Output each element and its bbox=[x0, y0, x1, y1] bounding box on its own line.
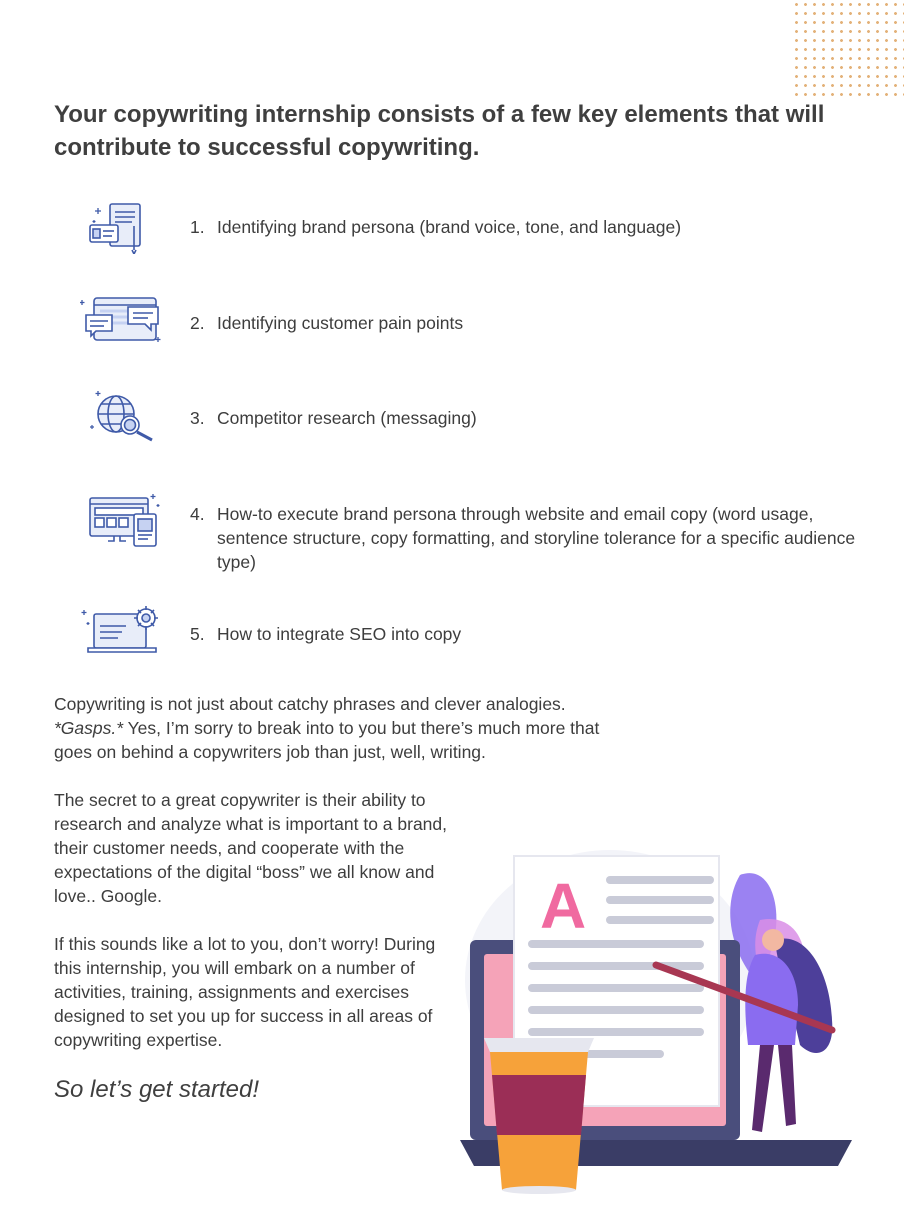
secret-paragraph: The secret to a great copywriter is their ability to research and analyze what is important to a brand, their customer needs, and cooperate with the expectations of the digital “boss” we all know and love.. Google. bbox=[54, 790, 447, 906]
copywriting-illustration bbox=[460, 830, 880, 1210]
item-number: 4. bbox=[190, 504, 205, 524]
chat-bubbles-icon bbox=[80, 293, 164, 349]
intro-paragraph bbox=[54, 692, 614, 764]
head-shape bbox=[762, 929, 784, 951]
item-text: Competitor research (messaging) bbox=[217, 408, 477, 428]
internship-paragraph: If this sounds like a lot to you, don’t worry! During this internship, you will embark on a number of activities, training, assignments and exercises designed to set you up for success in all areas of copywriting expertise. bbox=[54, 934, 436, 1050]
para1-before: Copywriting is not just about catchy phrases and clever analogies. bbox=[54, 694, 566, 714]
devices-icon bbox=[80, 492, 164, 548]
gasps-emphasis: *Gasps.* bbox=[54, 718, 124, 738]
cup-sleeve bbox=[492, 1075, 586, 1135]
para1-after: Yes, I’m sorry to break into to you but there’s much more that goes on behind a copywriters job than just, well, writing. bbox=[54, 718, 600, 762]
item-number: 3. bbox=[190, 408, 205, 428]
item-text: Identifying customer pain points bbox=[217, 313, 464, 333]
laptop-gear-icon bbox=[80, 604, 164, 660]
item-text: How-to execute brand persona through website and email copy (word usage, sentence structure, copy formatting, and storyline tolerance for a specific audience type) bbox=[217, 504, 856, 572]
item-text: Identifying brand persona (brand voice, tone, and language) bbox=[217, 217, 682, 237]
globe-search-icon bbox=[80, 388, 164, 444]
letter-a: A bbox=[540, 870, 587, 942]
legs-shape bbox=[752, 1045, 796, 1132]
item-number: 2. bbox=[190, 313, 205, 333]
document-card-icon bbox=[80, 198, 164, 254]
page-heading: Your copywriting internship consists of a few key elements that will contribute to successful copywriting. bbox=[54, 101, 825, 161]
cup-bottom bbox=[502, 1186, 576, 1194]
item-text: How to integrate SEO into copy bbox=[217, 624, 462, 644]
call-to-action: So let’s get started! bbox=[54, 1076, 260, 1103]
cup-lid bbox=[484, 1038, 594, 1052]
item-number: 5. bbox=[190, 624, 205, 644]
item-number: 1. bbox=[190, 217, 205, 237]
